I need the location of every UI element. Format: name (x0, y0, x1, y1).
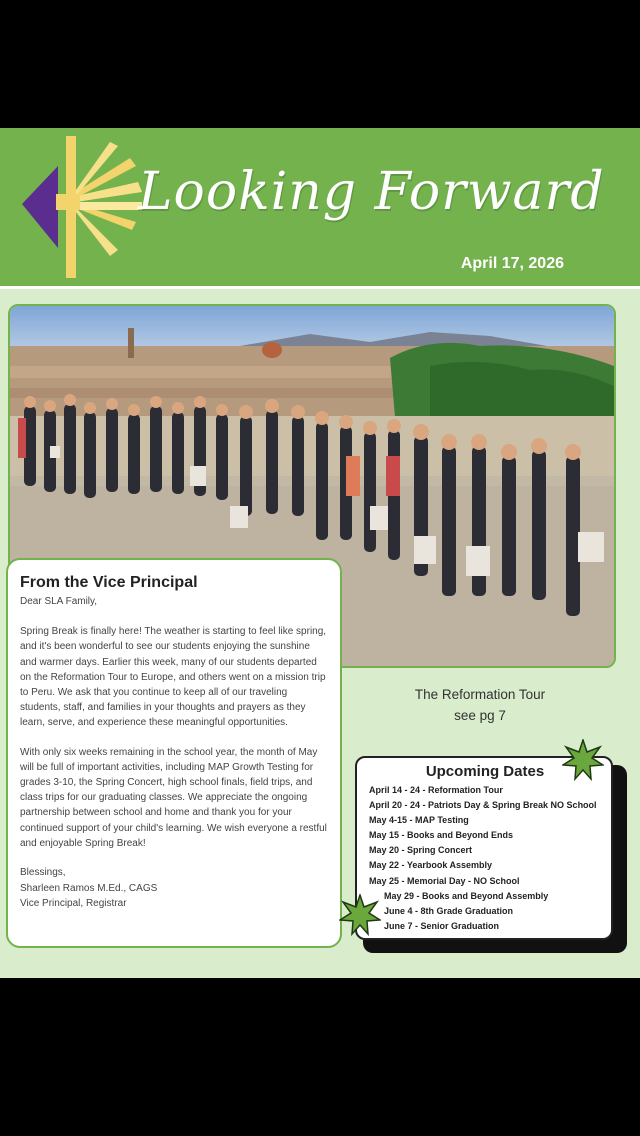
letter-paragraph-2: With only six weeks remaining in the school year, the month of May will be full of important activities, including MAP Growth Testing for grades 3-10, the Spring Concert, high school finals, field trips, and class trips for our graduating classes. We appreciate the ongoing partnership between school and home and thank you for your continued support of your child's learning. We wish everyone a restful and enjoyable Spring Break! (20, 746, 327, 849)
letter-signer-title: Vice Principal, Registrar (20, 898, 127, 910)
date-item: June 4 - 8th Grade Graduation (384, 905, 514, 916)
cross-sunburst-logo-icon (18, 136, 148, 278)
vice-principal-letter (6, 558, 342, 948)
letter-closing: Blessings, (20, 867, 66, 879)
upcoming-dates-box (355, 756, 613, 940)
date-item: May 20 - Spring Concert (369, 845, 473, 856)
letter-heading: From the Vice Principal (20, 574, 198, 591)
date-item: May 22 - Yearbook Assembly (369, 860, 493, 871)
newsletter-title: Looking Forward (138, 162, 605, 222)
photo-caption-page-ref: see pg 7 (454, 708, 506, 723)
upcoming-dates-list (369, 783, 601, 934)
date-item: May 4-15 - MAP Testing (369, 815, 469, 826)
date-item: May 29 - Books and Beyond Assembly (384, 890, 549, 901)
date-item: May 15 - Books and Beyond Ends (369, 830, 514, 841)
date-item: April 14 - 24 - Reformation Tour (369, 785, 503, 795)
green-star-icon (562, 739, 604, 781)
letter-signer-name: Sharleen Ramos M.Ed., CAGS (20, 882, 158, 894)
photo-caption (380, 684, 580, 726)
upcoming-dates-title: Upcoming Dates (425, 763, 545, 780)
date-item: April 20 - 24 - Patriots Day & Spring Break NO School (369, 800, 597, 811)
issue-date: April 17, 2026 (460, 255, 564, 272)
date-item: June 7 - Senior Graduation (384, 920, 500, 931)
green-star-icon (339, 894, 381, 936)
header-banner (0, 128, 640, 289)
photo-caption-title: The Reformation Tour (414, 687, 546, 702)
date-item: May 25 - Memorial Day - NO School (369, 875, 520, 886)
letter-paragraph-1: Spring Break is finally here! The weather is starting to feel like spring, and it's been wonderful to see our students enjoying the sunshine and warmer days. Earlier this week, many of our students departed on the Reformation Tour to Europe, and others went on a mission trip to Peru. We ask that you continue to keep all of our traveling students, staff, and families in your thoughts and prayers as they learn, serve, and experience these meaningful opportunities. (20, 626, 327, 729)
newsletter-page (0, 128, 640, 978)
letter-salutation: Dear SLA Family, (20, 596, 98, 607)
